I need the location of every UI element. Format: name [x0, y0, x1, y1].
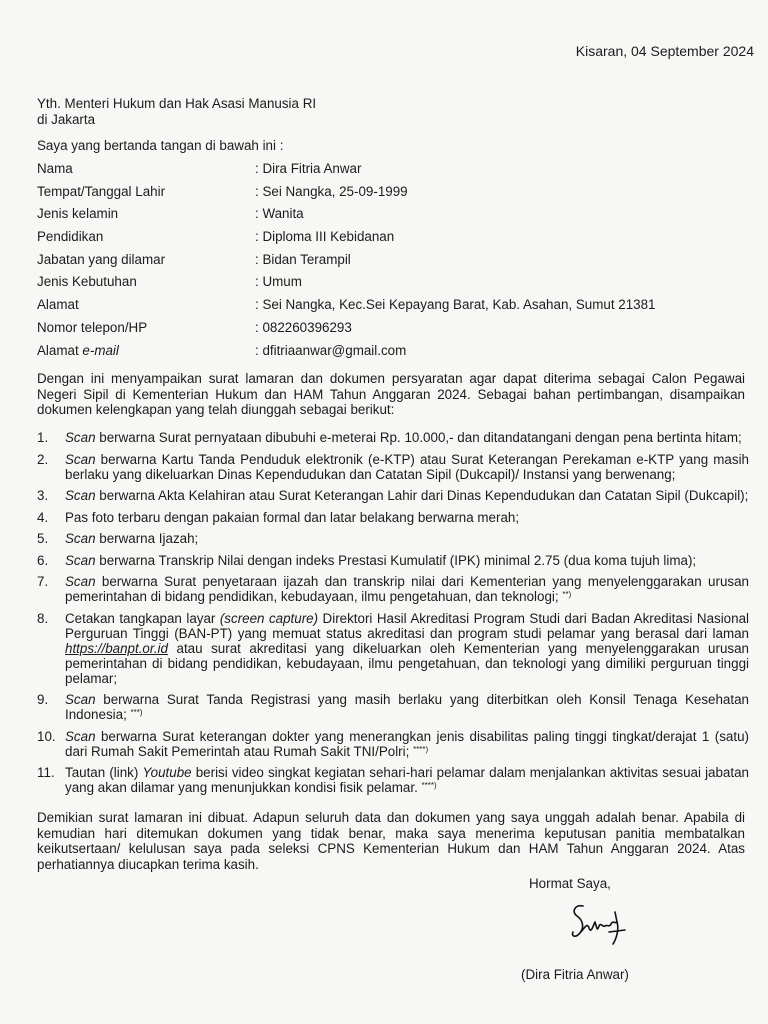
list-item-text: berwarna Akta Kelahiran atau Surat Keterangan Lahir dari Dinas Kependudukan dan Catatan Sipil (Dukcapil); — [95, 488, 749, 503]
list-item-number: 8. — [37, 610, 49, 626]
signature-name: (Dira Fitria Anwar) — [521, 967, 629, 982]
recipient-line-2: di Jakarta — [37, 112, 96, 127]
field-value-ttl: : Sei Nangka, 25-09-1999 — [255, 183, 408, 199]
field-value-gender: : Wanita — [255, 206, 304, 222]
list-item-number: 11. — [37, 765, 55, 780]
field-label-gender: Jenis kelamin — [37, 206, 119, 222]
list-item-lead: Scan — [65, 488, 96, 503]
document-list — [37, 430, 749, 802]
footnote-marker: **) — [562, 590, 572, 599]
list-item-mid: Direktori Hasil Akreditasi Program Studi dari Badan Akreditasi Nasional Perguruan Tinggi (BAN-PT) yang memuat status akreditasi dan program studi pelamar yang berasal dari laman — [65, 610, 750, 641]
list-item-pre: Cetakan tangkapan layar — [65, 610, 220, 626]
field-label-education: Pendidikan — [37, 229, 104, 245]
field-value-education: : Diploma III Kebidanan — [255, 229, 395, 245]
field-row — [37, 252, 757, 275]
closing-salutation: Hormat Saya, — [529, 876, 611, 891]
list-item — [37, 488, 749, 503]
list-item-text: Pas foto terbaru dengan pakaian formal dan latar belakang berwarna merah; — [65, 509, 520, 525]
recipient-line-1: Yth. Menteri Hukum dan Hak Asasi Manusia RI — [37, 96, 317, 111]
field-row — [37, 229, 757, 252]
intro-line: Saya yang bertanda tangan di bawah ini : — [37, 138, 284, 153]
list-item-number: 3. — [37, 488, 49, 503]
list-item-lead: Scan — [65, 531, 96, 546]
footnote-marker: ****) — [413, 744, 429, 754]
list-item-text: berwarna Surat penyetaraan ijazah dan transkrip nilai dari Kementerian yang menyelenggarakan urusan pemerintahan di bidang pendidikan, kebudayaan, ilmu pengetahuan, dan teknologi; — [65, 574, 749, 604]
footnote-marker: ***) — [130, 708, 143, 717]
field-row — [37, 206, 757, 229]
list-item-number: 9. — [37, 692, 49, 707]
list-item — [37, 765, 749, 795]
field-row — [37, 343, 757, 366]
list-item-lead: Scan — [65, 451, 96, 467]
body-paragraph-2: Demikian surat lamaran ini dibuat. Adapun seluruh data dan dokumen yang saya unggah adalah benar. Apabila di kemudian hari ditemukan dokumen yang tidak benar, maka saya menerima keputusan panitia membatalkan keikutsertaan/ kelulusan saya pada seleksi CPNS Kementerian Hukum dan HAM Tahun Anggaran 2024. Atas perhatiannya diucapkan terima kasih. — [37, 810, 745, 872]
field-row — [37, 297, 757, 320]
field-value-need-type: : Umum — [255, 274, 302, 290]
list-item-text: atau surat akreditasi yang dikeluarkan oleh Kementerian yang menyelenggarakan urusan pemerintahan di bidang pendidikan, kebudayaan, ilmu pengetahuan, dan teknologi yang dimiliki perguruan tinggi pelamar; — [65, 640, 749, 686]
list-item-lead: Scan — [65, 430, 96, 445]
list-item-lead: Scan — [65, 574, 96, 589]
field-row — [37, 274, 757, 297]
list-item-number: 4. — [37, 509, 49, 525]
list-item — [37, 452, 749, 482]
list-item — [37, 692, 749, 722]
field-label-position: Jabatan yang dilamar — [37, 251, 166, 267]
list-item-pre: Tautan (link) — [65, 765, 143, 780]
list-item — [37, 510, 749, 525]
list-item-text: berwarna Surat Tanda Registrasi yang masih berlaku yang diterbitkan oleh Konsil Tenaga Kesehatan Indonesia; — [65, 692, 749, 722]
field-label-address: Alamat — [37, 297, 79, 313]
signature-image — [565, 898, 635, 953]
list-item — [37, 611, 749, 686]
list-item-number: 1. — [37, 430, 49, 445]
field-label-email-italic: e-mail — [82, 342, 119, 358]
list-item-text: berwarna Surat pernyataan dibubuhi e-meterai Rp. 10.000,- dan ditandatangani dengan pena bertinta hitam; — [95, 430, 742, 445]
field-value-address: : Sei Nangka, Kec.Sei Kepayang Barat, Kab. Asahan, Sumut 21381 — [255, 297, 656, 313]
field-row — [37, 184, 757, 207]
body-paragraph-1: Dengan ini menyampaikan surat lamaran dan dokumen persyaratan agar dapat diterima sebagai Calon Pegawai Negeri Sipil di Kementerian Hukum dan HAM Tahun Anggaran 2024. Sebagai bahan pertimbangan, disampaikan dokumen kelengkapan yang telah diunggah sebagai berikut: — [37, 371, 745, 417]
list-item-number: 2. — [37, 451, 49, 467]
field-value-email: : dfitriaanwar@gmail.com — [255, 342, 407, 358]
banpt-link[interactable]: https://banpt.or.id — [65, 640, 168, 656]
letter-date: Kisaran, 04 September 2024 — [575, 43, 754, 59]
field-label-nama: Nama — [37, 161, 73, 176]
field-label-ttl: Tempat/Tanggal Lahir — [37, 183, 166, 199]
field-label-email-prefix: Alamat — [37, 342, 83, 358]
list-item — [37, 553, 749, 568]
field-value-phone: : 082260396293 — [255, 319, 352, 335]
field-label-email — [37, 343, 119, 359]
recipient-block — [37, 96, 316, 128]
field-label-need-type: Jenis Kebutuhan — [37, 274, 137, 290]
list-item-text: berwarna Surat keterangan dokter yang menerangkan jenis disabilitas paling tinggi tingkat/derajat 1 (satu) dari Rumah Sakit Pemerintah atau Rumah Sakit TNI/Polri; — [65, 728, 749, 759]
list-item — [37, 574, 749, 604]
list-item — [37, 531, 749, 546]
field-value-nama: : Dira Fitria Anwar — [255, 161, 362, 176]
footnote-marker: ****) — [421, 781, 437, 790]
list-item-number: 10. — [37, 728, 56, 744]
field-label-phone: Nomor telepon/HP — [37, 319, 148, 335]
applicant-fields — [37, 161, 757, 365]
list-item-number: 7. — [37, 574, 49, 589]
field-row — [37, 320, 757, 343]
list-item-pre-italic: (screen capture) — [219, 610, 319, 626]
list-item-text: berwarna Transkrip Nilai dengan indeks Prestasi Kumulatif (IPK) minimal 2.75 (dua koma tujuh lima); — [95, 552, 697, 568]
list-item-lead: Scan — [65, 692, 96, 707]
list-item — [37, 430, 749, 445]
list-item-number: 6. — [37, 552, 49, 568]
list-item-text: berisi video singkat kegiatan sehari-hari pelamar dalam menjalankan aktivitas sesuai jabatan yang akan dilamar yang menunjukkan kondisi fisik pelamar. — [65, 765, 749, 795]
list-item-text: berwarna Ijazah; — [95, 531, 199, 546]
list-item — [37, 729, 749, 759]
list-item-number: 5. — [37, 531, 49, 546]
list-item-pre-italic: Youtube — [142, 765, 192, 780]
list-item-text: berwarna Kartu Tanda Penduduk elektronik (e-KTP) atau Surat Keterangan Perekaman e-KTP yang masih berlaku yang dikeluarkan Dinas Kependudukan dan Catatan Sipil (Dukcapil)/ Instansi yang berwenang; — [65, 451, 749, 482]
list-item-lead: Scan — [65, 552, 96, 568]
field-value-position: : Bidan Terampil — [255, 251, 351, 267]
list-item-lead: Scan — [65, 728, 96, 744]
field-row — [37, 161, 757, 184]
